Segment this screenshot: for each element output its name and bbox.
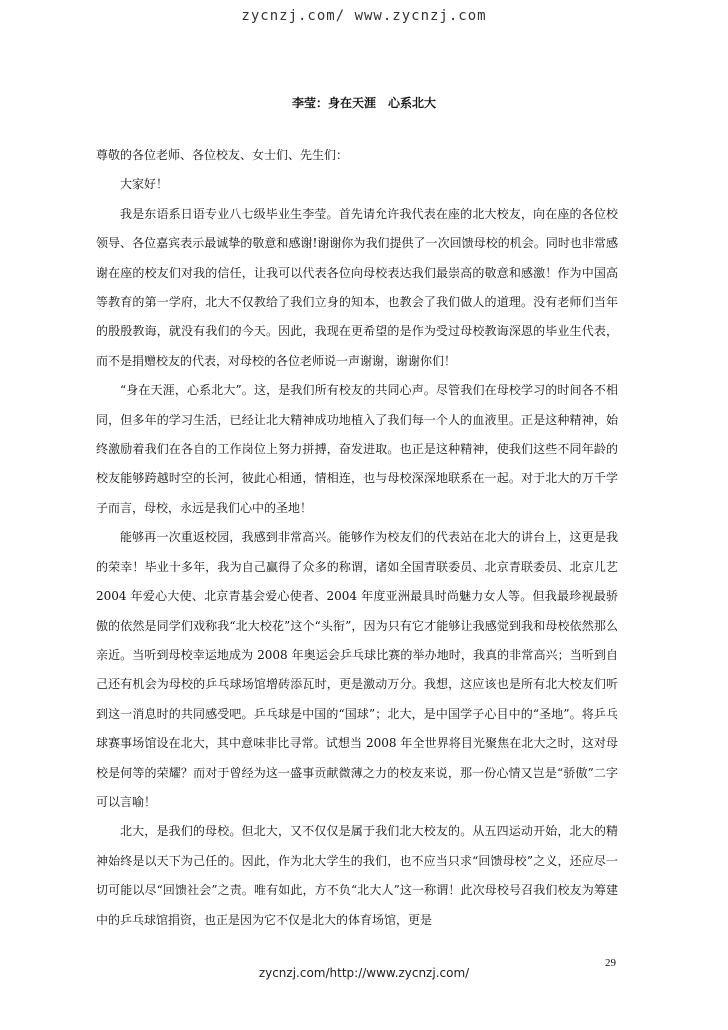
paragraph-honor: 能够再一次重返校园，我感到非常高兴。能够作为校友们的代表站在北大的讲台上，这更是我的荣幸！毕业十多年，我为自己赢得了众多的称谓，诸如全国青联委员、北京青联委员、北京儿艺 2004 年爱心大使、北京青基会爱心使者、2004 年度亚洲最具时尚魅力女人等。但我最珍视最骄傲的依然是同学们戏称我“北大校花”这个“头衔”，因为只有它才能够让我感觉到我和母校依然那么亲近。当听到母校幸运地成为 2008 年奥运会乒乓球比赛的举办地时，我真的非常高兴；当听到自己还有机会为母校的乒乓球场馆增砖添瓦时，更是激动万分。我想，这应该也是所有北大校友们听到这一消息时的共同感受吧。乒乓球是中国的“国球”；北大，是中国学子心目中的“圣地”。将乒乓球赛事场馆设在北大，其中意味非比寻常。试想当 2008 年全世界将目光聚焦在北大之时，这对母校是何等的荣耀？而对于曾经为这一盛事贡献微薄之力的校友来说，那一份心情又岂是“骄傲”二字可以言喻！ [96,530,618,809]
document-body [96,141,618,935]
paragraph-responsibility: 北大，是我们的母校。但北大，又不仅仅是属于我们北大校友的。从五四运动开始，北大的精神始终是以天下为己任的。因此，作为北大学生的我们，也不应当只求“回馈母校”之义，还应尽一切可能以尽“回馈社会”之责。唯有如此，方不负“北大人”这一称谓！此次母校号召我们校友为筹建中的乒乓球馆捐资，也正是因为它不仅是北大的体育场馆，更是 [96,824,618,927]
page-number: 29 [605,957,616,969]
paragraph-greeting: 大家好！ [120,177,169,192]
page-footer: zycnzj.com/http://www.zycnzj.com/ [258,966,470,980]
salutation: 尊敬的各位老师、各位校友、女士们、先生们： [96,148,349,162]
page-header: zycnzj.com/ www.zycnzj.com [241,8,487,24]
paragraph-introduction: 我是东语系日语专业八七级毕业生李莹。首先请允许我代表在座的北大校友，向在座的各位校领导、各位嘉宾表示最诚挚的敬意和感谢!谢谢你为我们提供了一次回馈母校的机会。同时也非常感谢在座的校友们对我的信任，让我可以代表各位向母校表达我们最崇高的敬意和感激！作为中国高等教育的第一学府，北大不仅教给了我们立身的知本，也教会了我们做人的道理。没有老师们当年的殷殷教诲，就没有我们的今天。因此，我现在更希望的是作为受过母校教诲深恩的毕业生代表，而不是捐赠校友的代表，对母校的各位老师说一声谢谢，谢谢你们！ [96,206,618,368]
paragraph-shared-voice: “身在天涯，心系北大”。这，是我们所有校友的共同心声。尽管我们在母校学习的时间各不相同，但多年的学习生活，已经让北大精神成功地植入了我们每一个人的血液里。正是这种精神，始终激励着我们在各自的工作岗位上努力拼搏，奋发进取。也正是这种精神，使我们这些不同年龄的校友能够跨越时空的长河，彼此心相通，情相连，也与母校深深地联系在一起。对于北大的万千学子而言，母校，永远是我们心中的圣地！ [96,383,618,515]
document-title: 李莹：身在天涯 心系北大 [291,96,436,110]
